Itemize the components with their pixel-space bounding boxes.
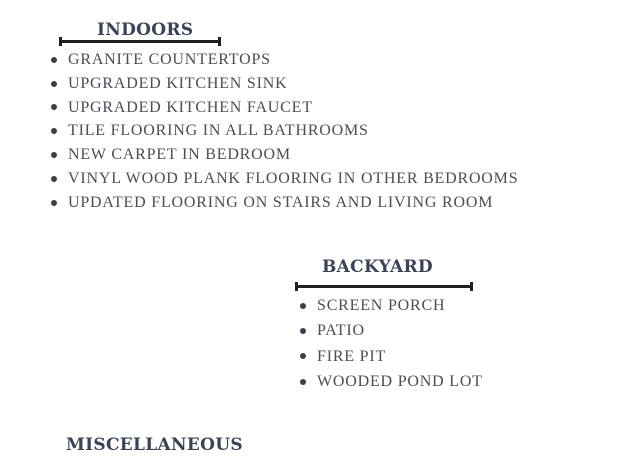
list-item	[300, 344, 483, 369]
bullet-icon	[300, 303, 306, 309]
list-item	[51, 191, 518, 215]
list-item-label: VINYL WOOD PLANK FLOORING IN OTHER BEDROOMS	[68, 169, 519, 187]
list-item	[51, 167, 518, 191]
bullet-icon	[51, 200, 57, 206]
indoors-list	[51, 48, 518, 215]
list-item-label: UPDATED FLOORING ON STAIRS AND LIVING ROOM	[68, 193, 494, 211]
miscellaneous-heading: MISCELLANEOUS	[66, 435, 243, 455]
list-item-label: UPGRADED KITCHEN SINK	[68, 74, 288, 92]
list-item-label: NEW CARPET IN BEDROOM	[68, 146, 291, 164]
list-item-label: GRANITE COUNTERTOPS	[68, 51, 271, 68]
indoors-heading: INDOORS	[97, 20, 194, 40]
list-item-label: UPGRADED KITCHEN FAUCET	[68, 98, 313, 116]
bullet-icon	[51, 81, 57, 87]
list-item	[51, 72, 518, 96]
list-item	[300, 318, 483, 343]
backyard-heading: BACKYARD	[322, 257, 433, 277]
list-item	[300, 369, 483, 394]
list-item-label: PATIO	[317, 322, 365, 340]
bullet-icon	[51, 176, 57, 182]
bullet-icon	[300, 353, 306, 359]
bullet-icon	[51, 57, 57, 63]
list-item-label: SCREEN PORCH	[317, 297, 446, 314]
list-item	[51, 96, 518, 120]
list-item	[51, 119, 518, 143]
bullet-icon	[51, 152, 57, 158]
bullet-icon	[300, 328, 306, 334]
list-item	[300, 293, 483, 318]
list-item-label: WOODED POND LOT	[317, 372, 483, 390]
bullet-icon	[51, 104, 57, 110]
list-item-label: TILE FLOORING IN ALL BATHROOMS	[68, 122, 369, 140]
list-item	[51, 48, 518, 72]
list-item	[51, 143, 518, 167]
backyard-heading-rule	[295, 285, 473, 288]
list-item-label: FIRE PIT	[317, 347, 387, 365]
bullet-icon	[300, 379, 306, 385]
backyard-list	[300, 293, 483, 394]
bullet-icon	[51, 128, 57, 134]
indoors-heading-rule	[59, 40, 221, 43]
